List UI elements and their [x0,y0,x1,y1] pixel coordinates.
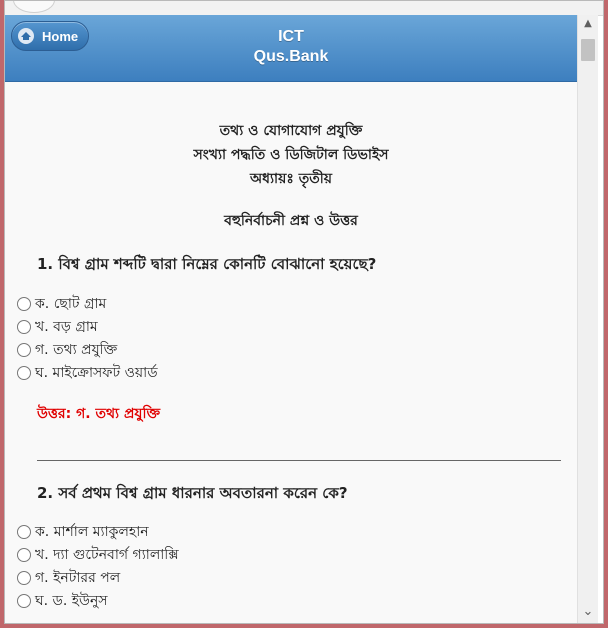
radio-button[interactable] [17,366,31,380]
option-label: ক. ছোট গ্রাম [35,296,107,312]
scroll-thumb[interactable] [581,39,595,61]
question-2: 2. সর্ব প্রথম বিশ্ব গ্রাম ধারনার অবতারনা করেন কে? [37,484,348,502]
option-label: ঘ. ড. ইউনুস [35,593,108,609]
question-1-option-d[interactable] [17,361,158,385]
radio-button[interactable] [17,343,31,357]
option-label: ক. মার্শাল ম্যাকুলহান [35,524,149,540]
window-top-strip [5,1,603,16]
section-title: বহুনির্বাচনী প্রশ্ন ও উত্তর [224,213,358,229]
radio-button[interactable] [17,594,31,608]
question-1-option-b[interactable] [17,315,98,339]
option-label: ঘ. মাইক্রোসফট ওয়ার্ড [35,365,158,381]
window-corner-decoration [13,0,55,13]
scroll-up-arrow-icon[interactable]: ▲ [584,18,592,29]
chapter-heading-number: অধ্যায়ঃ তৃতীয় [250,171,332,187]
page-title-line2: Qus.Bank [253,48,329,65]
question-2-option-c[interactable] [17,566,120,590]
radio-button[interactable] [17,571,31,585]
scroll-down-arrow-icon[interactable]: ⌄ [582,604,594,619]
radio-button[interactable] [17,297,31,311]
page-title-line1: ICT [278,28,304,45]
option-label: খ. দ্যা গুটেনবার্গ গ্যালাক্সি [35,547,179,563]
vertical-scrollbar[interactable] [577,15,598,623]
option-label: খ. বড় গ্রাম [35,319,98,335]
app-header [5,15,577,82]
option-label: গ. তথ্য প্রযুক্তি [35,342,118,358]
chapter-heading-subject: তথ্য ও যোগাযোগ প্রযুক্তি [219,123,363,139]
question-2-option-b[interactable] [17,543,179,567]
question-divider [37,460,561,461]
question-1: 1. বিশ্ব গ্রাম শব্দটি দ্বারা নিম্নের কোনটি বোঝানো হয়েছে? [37,255,377,273]
question-1-answer: উত্তর: গ. তথ্য প্রযুক্তি [37,406,161,422]
radio-button[interactable] [17,548,31,562]
home-button-label: Home [42,28,79,44]
question-1-option-a[interactable] [17,292,106,316]
question-2-option-d[interactable] [17,589,108,613]
radio-button[interactable] [17,320,31,334]
question-1-option-c[interactable] [17,338,117,362]
chapter-heading-topic: সংখ্যা পদ্ধতি ও ডিজিটাল ডিভাইস [193,147,389,163]
browser-window [4,0,604,624]
main-content [5,82,577,624]
question-2-option-a[interactable] [17,520,149,544]
option-label: গ. ইনটারর পল [35,570,121,586]
radio-button[interactable] [17,525,31,539]
